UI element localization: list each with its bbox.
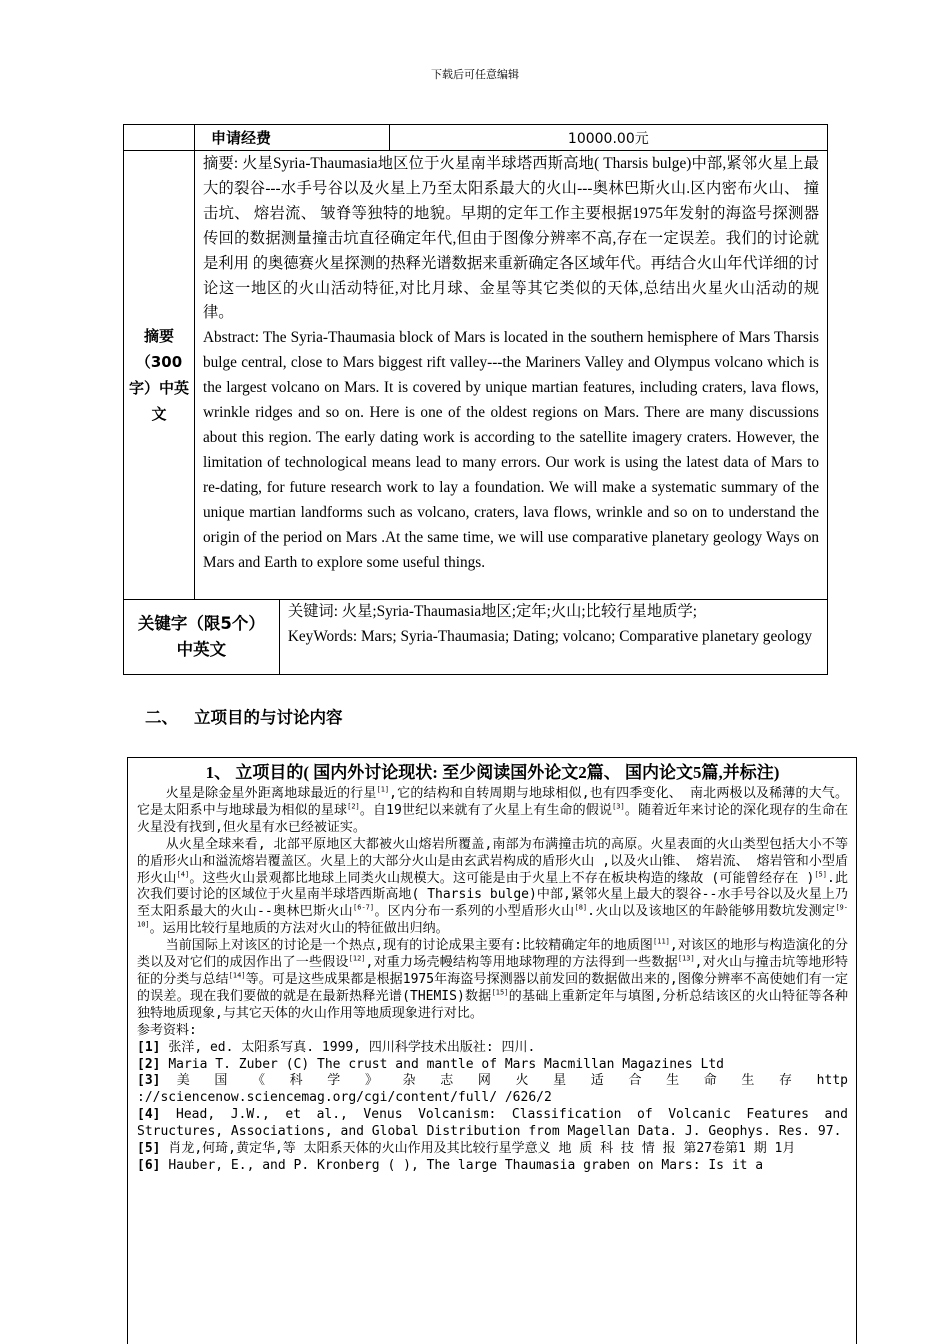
section-2-title: 立项目的与讨论内容	[194, 708, 343, 727]
reference-number: [4]	[137, 1107, 177, 1123]
reference-number: [1]	[137, 1039, 169, 1055]
reference-item	[137, 1040, 848, 1057]
keywords-en: KeyWords: Mars; Syria-Thaumasia; Dating; volcano; Comparative planetary geology	[287, 627, 813, 645]
reference-item	[137, 1141, 848, 1158]
reference-text: 张洋, ed. 太阳系写真. 1999, 四川科学技术出版社: 四川.	[168, 1039, 536, 1055]
empty-cell	[124, 125, 195, 151]
abstract-zh: 摘要: 火星Syria-Thaumasia地区位于火星南半球塔西斯高地( Tharsis bulge)中部,紧邻火星上最大的裂谷---水手号谷以及火星上乃至太阳系最大的火山---奥林巴斯火山.区内密布火山、 撞击坑、 熔岩流、 皱脊等独特的地貌。早期的定年工作主要根据1975年发射的海盗号探测器传回的数据测量撞击坑直径确定年代,但由于图像分辨率不高,存在一定误差。我们的讨论就是利用 的奥德赛火星探测的热释光谱数据来重新确定各区域年代。再结合火山年代详细的讨论这一地区的火山活动特征,对比月球、金星等其它类似的天体,总结出火星火山活动的规律。	[202, 155, 819, 322]
references-label: 参考资料:	[137, 1022, 197, 1038]
purpose-paragraph-2: 从火星全球来看, 北部平原地区大都被火山熔岩所覆盖,南部为布满撞击坑的高原。火星表面的火山类型包括大小不等的盾形火山和溢流熔岩覆盖区。火星上的大部分火山是由玄武岩构成的盾形火山 ,以及火山锥、 熔岩流、 熔岩管和小型盾形火山[4]。这些火山景观都比地球上同类火山规模大。这可能是由于火星上不存在板块构造的缘故 (可能曾经存在 )[5].此次我们要讨论的区域位于火星南半球塔西斯高地( Tharsis bulge)中部,紧邻火星上最大的裂谷--水手号谷以及火星上乃至太阳系最大的火山--奥林巴斯火山[6-7]。区内分布一系列的小型盾形火山[8].火山以及该地区的年龄能够用数坑发测定[9-10]。运用比较行星地质的方法对火山的特征做出归纳。	[137, 836, 848, 937]
reference-text: Maria T. Zuber (C) The crust and mantle of Mars Macmillan Magazines Ltd	[168, 1056, 725, 1072]
reference-text: 美 国 《 科 学 》 杂 志 网 火 星 适 合 生 命 生 存 http ://sciencenow.sciencemag.org/cgi/content/full/ /626/2	[137, 1073, 848, 1106]
reference-item	[137, 1107, 848, 1141]
abstract-label: 摘要（300字）中英文	[124, 151, 195, 600]
reference-number: [6]	[137, 1157, 169, 1173]
reference-number: [5]	[137, 1141, 169, 1157]
purpose-box	[127, 757, 857, 1344]
page-header: 下载后可任意编辑	[431, 68, 519, 81]
keywords-content	[279, 600, 827, 675]
keywords-zh: 关键词: 火星;Syria-Thaumasia地区;定年;火山;比较行星地质学;	[287, 603, 697, 620]
reference-item	[137, 1158, 848, 1175]
funding-row	[124, 125, 828, 151]
reference-item	[137, 1057, 848, 1074]
reference-item	[137, 1073, 848, 1107]
keywords-row	[124, 600, 828, 675]
reference-number: [2]	[137, 1056, 169, 1072]
purpose-paragraph-3: 当前国际上对该区的讨论是一个热点,现有的讨论成果主要有:比较精确定年的地质图[11],对该区的地形与构造演化的分类以及对它们的成因作出了一些假设[12],对重力场壳幔结构等用地球物理的方法得到一些数据[13],对火山与撞击坑等地形特征的分类与总结[14]等。可是这些成果都是根据1975年海盗号探测器以前发回的数据做出来的,图像分辨率不高使她们有一定的误差。现在我们要做的就是在最新热释光谱(THEMIS)数据[15]的基础上重新定年与填图,分析总结该区的火山特征等各种独特地质现象,与其它天体的火山作用等地质现象进行对比。	[137, 937, 849, 1021]
funding-value: 10000.00元	[389, 125, 827, 151]
abstract-content	[194, 151, 827, 600]
reference-text: 肖龙,何琦,黄定华,等 太阳系天体的火山作用及其比较行星学意义 地 质 科 技 情 报 第27卷第1 期 1月	[168, 1141, 796, 1157]
purpose-title: 1、 立项目的( 国内外讨论现状: 至少阅读国外论文2篇、 国内论文5篇,并标注)	[205, 763, 780, 782]
reference-list	[137, 1040, 848, 1175]
application-form-table	[123, 124, 828, 675]
reference-text: Head, J.W., et al., Venus Volcanism: Classification of Volcanic Features and Structures, Associations, and Global Distribution from Magellan Data. J. Geophys. Res. 97.	[137, 1107, 849, 1140]
section-2-number: 二、	[145, 708, 178, 727]
reference-text: Hauber, E., and P. Kronberg ( ), The large Thaumasia graben on Mars: Is it a	[168, 1157, 764, 1173]
abstract-row	[124, 151, 828, 600]
purpose-paragraph-1: 火星是除金星外距离地球最近的行星[1],它的结构和自转周期与地球相似,也有四季变化、 南北两极以及稀薄的大气。它是太阳系中与地球最为相似的星球[2]。自19世纪以来就有了火星上有生命的假说[3]。随着近年来讨论的深化现存的生命在火星没有找到,但火星有水已经被证实。	[137, 785, 848, 835]
keywords-label: 关键字（限5个）中英文	[124, 600, 280, 675]
abstract-en: Abstract: The Syria-Thaumasia block of Mars is located in the southern hemisphere of Mars Tharsis bulge central, close to Mars biggest rift valley---the Mariners Valley and Olympus volcano which is the largest volcano on Mars. It is covered by unique martian features, including craters, lava flows, wrinkle ridges and so on. Here is one of the oldest regions on Mars. There are many discussions about this region. The early dating work is according to the satellite imagery craters. However, the limitation of technological means lead to many errors. Our work is using the latest data of Mars to re-dating, for future research work to lay a foundation. We will make a systematic summary of the unique martian landforms such as volcano, craters, lava flows, wrinkle and so on to understand the origin of the period on Mars .At the same time, we will use comparative planetary geology Ways on Mars and Earth to explore some useful things.	[202, 329, 819, 571]
funding-label: 申请经费	[194, 125, 389, 151]
reference-number: [3]	[137, 1073, 177, 1089]
section-2-heading	[145, 704, 343, 728]
